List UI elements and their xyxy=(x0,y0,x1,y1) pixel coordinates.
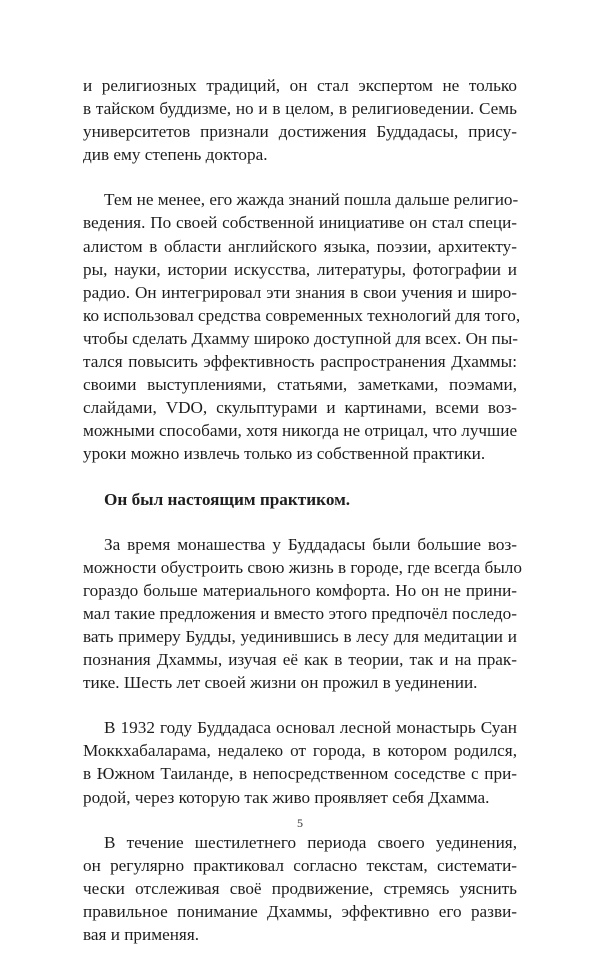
text-line: ведения. По своей собственной инициативе он стал специ- xyxy=(83,213,517,233)
text-line: в Южном Таиланде, в непосредственном соседстве с при- xyxy=(83,764,517,784)
text-line: ры, науки, истории искусства, литературы, фотографии и xyxy=(83,259,517,279)
text-line: див ему степень доктора. xyxy=(83,145,268,165)
text-line: тался повысить эффективность распространения Дхаммы: xyxy=(83,352,517,372)
text-line: и религиозных традиций, он стал экспертом не только xyxy=(83,76,517,95)
text-line: родой, через которую так живо проявляет себя Дхамма. xyxy=(83,787,490,807)
section-heading: Он был настоящим практиком. xyxy=(104,489,351,509)
text-line: гораздо больше материального комфорта. Но он не прини- xyxy=(83,580,517,600)
text-line: Тем не менее, его жажда знаний пошла дальше религио- xyxy=(104,190,519,210)
text-line: можности обустроить свою жизнь в городе, где всегда было xyxy=(83,557,522,577)
text-line: вать примеру Будды, уединившись в лесу для медитации и xyxy=(83,626,517,646)
text-line: правильное понимание Дхаммы, эффективно его разви- xyxy=(83,901,517,921)
text-line: В 1932 году Буддадаса основал лесной монастырь Суан xyxy=(104,718,517,738)
text-line: чески отслеживая своё продвижение, стремясь уяснить xyxy=(83,878,517,898)
page-body xyxy=(83,74,522,968)
text-line: чтобы сделать Дхамму широко доступной для всех. Он пы- xyxy=(83,328,518,348)
text-line: мал такие предложения и вместо этого предпочёл последо- xyxy=(83,603,517,623)
text-line: уроки можно извлечь только из собственной практики. xyxy=(83,444,486,464)
paragraph-2 xyxy=(83,188,521,465)
paragraph-5 xyxy=(83,831,517,946)
text-line: Моккхабаларама, недалеко от города, в котором родился, xyxy=(83,741,517,761)
text-line: В течение шестилетнего периода своего уединения, xyxy=(104,832,517,852)
paragraph-4 xyxy=(83,716,517,808)
text-line: алистом в области английского языка, поэзии, архитекту- xyxy=(83,236,517,256)
paragraph-1 xyxy=(83,74,517,166)
text-line: ко использовал средства современных технологий для того, xyxy=(83,305,521,325)
text-line: слайдами, VDO, скульптурами и картинами, всеми воз- xyxy=(83,398,517,418)
paragraph-3 xyxy=(83,533,522,695)
text-line: вая и применяя. xyxy=(83,925,200,944)
text-line: в тайском буддизме, но и в целом, в религиоведении. Семь xyxy=(83,99,517,119)
text-line: За время монашества у Буддадасы были большие воз- xyxy=(104,534,517,554)
text-line: своими выступлениями, статьями, заметками, поэмами, xyxy=(83,375,517,395)
text-line: можными способами, хотя никогда не отрицал, что лучшие xyxy=(83,421,518,441)
text-line: радио. Он интегрировал эти знания в свои учения и широ- xyxy=(83,282,517,302)
text-line: тике. Шесть лет своей жизни он прожил в уединении. xyxy=(83,673,478,693)
text-line: он регулярно практиковал согласно текстам, системати- xyxy=(83,855,517,875)
page-number: 5 xyxy=(297,816,303,830)
text-line: познания Дхаммы, изучая её как в теории, так и на прак- xyxy=(83,650,517,670)
text-line: университетов признали достижения Буддадасы, прису- xyxy=(83,122,517,142)
